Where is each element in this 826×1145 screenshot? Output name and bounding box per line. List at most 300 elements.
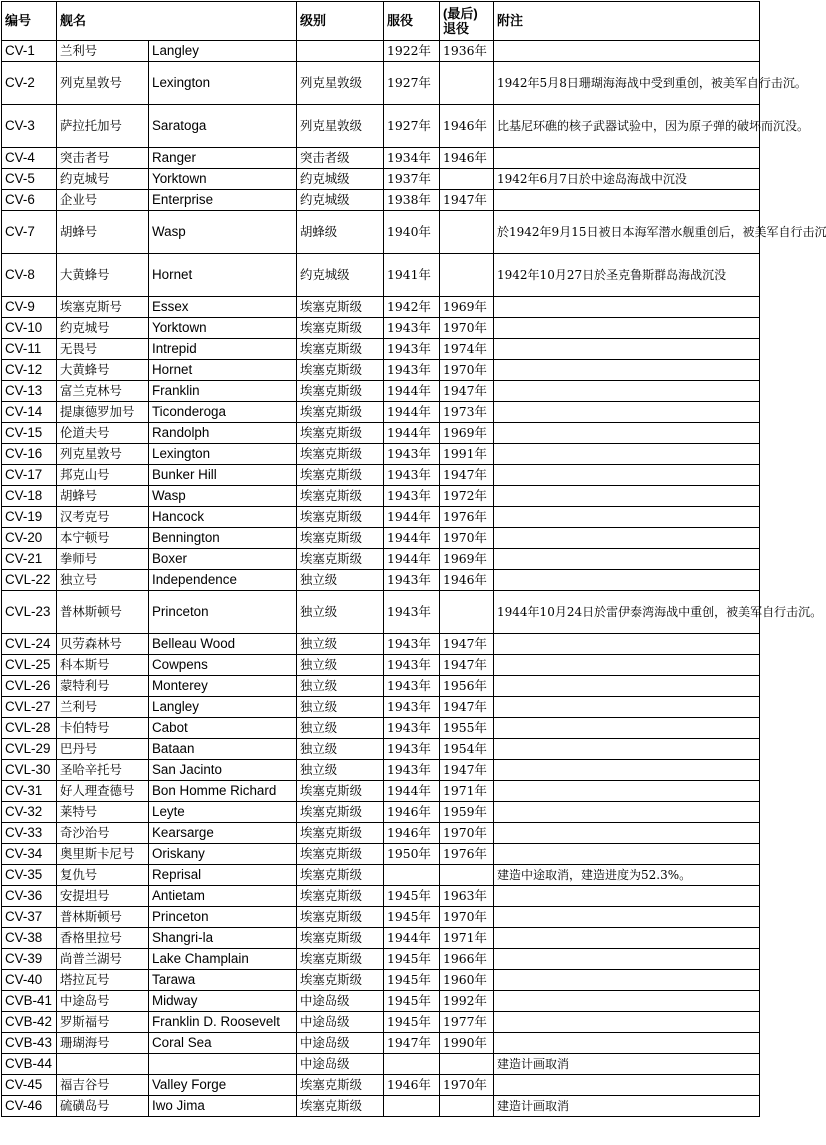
name-chinese: 无畏号 <box>57 339 149 360</box>
name-chinese: 列克星敦号 <box>57 444 149 465</box>
retired-year: 1973年 <box>440 402 494 423</box>
ship-class: 独立级 <box>297 718 384 739</box>
name-chinese: 提康德罗加号 <box>57 402 149 423</box>
commissioned-year: 1943年 <box>384 570 440 591</box>
name-english: Ranger <box>149 148 297 169</box>
remarks: 於1942年9月15日被日本海军潜水舰重创后，被美军自行击沉 <box>494 211 760 254</box>
name-english: Essex <box>149 297 297 318</box>
ship-class: 埃塞克斯级 <box>297 1075 384 1096</box>
remarks: 建造计画取消 <box>494 1054 760 1075</box>
name-chinese: 复仇号 <box>57 865 149 886</box>
remarks: 1942年6月7日於中途岛海战中沉没 <box>494 169 760 190</box>
name-english: Iwo Jima <box>149 1096 297 1117</box>
commissioned-year: 1945年 <box>384 970 440 991</box>
table-row <box>2 444 760 465</box>
table-row <box>2 676 760 697</box>
name-english: Antietam <box>149 886 297 907</box>
name-chinese: 兰利号 <box>57 697 149 718</box>
commissioned-year: 1943年 <box>384 339 440 360</box>
commissioned-year: 1943年 <box>384 760 440 781</box>
table-row <box>2 211 760 254</box>
retired-year: 1972年 <box>440 486 494 507</box>
commissioned-year <box>384 865 440 886</box>
retired-year: 1970年 <box>440 528 494 549</box>
commissioned-year: 1944年 <box>384 528 440 549</box>
table-row <box>2 907 760 928</box>
retired-year: 1947年 <box>440 655 494 676</box>
retired-year: 1946年 <box>440 148 494 169</box>
name-english: Shangri-la <box>149 928 297 949</box>
hull-number: CV-36 <box>2 886 57 907</box>
name-chinese: 奇沙治号 <box>57 823 149 844</box>
table-row <box>2 190 760 211</box>
ship-class: 埃塞克斯级 <box>297 865 384 886</box>
retired-year: 1963年 <box>440 886 494 907</box>
retired-year: 1992年 <box>440 991 494 1012</box>
ship-class: 埃塞克斯级 <box>297 507 384 528</box>
commissioned-year <box>384 1096 440 1117</box>
table-row <box>2 760 760 781</box>
ship-class: 埃塞克斯级 <box>297 465 384 486</box>
hull-number: CV-5 <box>2 169 57 190</box>
remarks <box>494 949 760 970</box>
name-chinese: 普林斯顿号 <box>57 907 149 928</box>
table-row <box>2 655 760 676</box>
retired-year: 1970年 <box>440 318 494 339</box>
name-chinese: 大黄蜂号 <box>57 254 149 297</box>
hull-number: CVL-28 <box>2 718 57 739</box>
remarks <box>494 465 760 486</box>
retired-year: 1936年 <box>440 41 494 62</box>
name-chinese: 福吉谷号 <box>57 1075 149 1096</box>
name-chinese: 约克城号 <box>57 169 149 190</box>
name-english: Franklin <box>149 381 297 402</box>
commissioned-year: 1944年 <box>384 423 440 444</box>
retired-year: 1946年 <box>440 105 494 148</box>
ship-class: 中途岛级 <box>297 991 384 1012</box>
table-row <box>2 254 760 297</box>
name-english: Saratoga <box>149 105 297 148</box>
name-english: Independence <box>149 570 297 591</box>
remarks <box>494 360 760 381</box>
ship-class: 埃塞克斯级 <box>297 318 384 339</box>
retired-year: 1977年 <box>440 1012 494 1033</box>
retired-year: 1970年 <box>440 823 494 844</box>
hull-number: CV-10 <box>2 318 57 339</box>
commissioned-year: 1943年 <box>384 697 440 718</box>
name-chinese: 汉考克号 <box>57 507 149 528</box>
hull-number: CV-21 <box>2 549 57 570</box>
remarks: 1942年10月27日於圣克鲁斯群岛海战沉没 <box>494 254 760 297</box>
name-chinese: 列克星敦号 <box>57 62 149 105</box>
ship-class: 埃塞克斯级 <box>297 823 384 844</box>
ship-class: 中途岛级 <box>297 1054 384 1075</box>
name-english: Cabot <box>149 718 297 739</box>
commissioned-year: 1944年 <box>384 549 440 570</box>
ship-class: 埃塞克斯级 <box>297 802 384 823</box>
retired-year: 1990年 <box>440 1033 494 1054</box>
hull-number: CV-19 <box>2 507 57 528</box>
hull-number: CV-9 <box>2 297 57 318</box>
ship-class: 约克城级 <box>297 190 384 211</box>
hull-number: CVL-23 <box>2 591 57 634</box>
hull-number: CVL-30 <box>2 760 57 781</box>
name-chinese: 独立号 <box>57 570 149 591</box>
name-english: Bataan <box>149 739 297 760</box>
remarks <box>494 718 760 739</box>
name-chinese: 富兰克林号 <box>57 381 149 402</box>
remarks: 1944年10月24日於雷伊泰湾海战中重创，被美军自行击沉。 <box>494 591 760 634</box>
name-chinese: 伦道夫号 <box>57 423 149 444</box>
retired-year: 1969年 <box>440 423 494 444</box>
hull-number: CV-32 <box>2 802 57 823</box>
header-notes: 附注 <box>494 2 760 41</box>
ship-class: 埃塞克斯级 <box>297 360 384 381</box>
retired-year: 1976年 <box>440 844 494 865</box>
name-chinese: 拳师号 <box>57 549 149 570</box>
name-chinese <box>57 1054 149 1075</box>
hull-number: CV-37 <box>2 907 57 928</box>
name-chinese: 中途岛号 <box>57 991 149 1012</box>
remarks <box>494 402 760 423</box>
commissioned-year: 1945年 <box>384 907 440 928</box>
commissioned-year: 1941年 <box>384 254 440 297</box>
remarks <box>494 570 760 591</box>
table-row <box>2 823 760 844</box>
header-retired-bottom: 退役 <box>443 21 470 36</box>
name-chinese: 安提坦号 <box>57 886 149 907</box>
ship-class: 埃塞克斯级 <box>297 1096 384 1117</box>
remarks <box>494 318 760 339</box>
commissioned-year: 1938年 <box>384 190 440 211</box>
retired-year: 1970年 <box>440 360 494 381</box>
name-english: Midway <box>149 991 297 1012</box>
name-chinese: 好人理查德号 <box>57 781 149 802</box>
ship-class: 埃塞克斯级 <box>297 844 384 865</box>
table-row <box>2 1096 760 1117</box>
remarks <box>494 991 760 1012</box>
hull-number: CVB-41 <box>2 991 57 1012</box>
table-body <box>2 41 826 1117</box>
remarks <box>494 339 760 360</box>
remarks <box>494 781 760 802</box>
table-row <box>2 865 760 886</box>
commissioned-year: 1946年 <box>384 823 440 844</box>
table-row <box>2 634 760 655</box>
ship-class: 独立级 <box>297 634 384 655</box>
remarks <box>494 655 760 676</box>
hull-number: CVL-24 <box>2 634 57 655</box>
name-chinese: 突击者号 <box>57 148 149 169</box>
commissioned-year: 1922年 <box>384 41 440 62</box>
table-row <box>2 591 760 634</box>
name-chinese: 尚普兰湖号 <box>57 949 149 970</box>
ship-class: 埃塞克斯级 <box>297 381 384 402</box>
name-chinese: 本宁顿号 <box>57 528 149 549</box>
remarks <box>494 1033 760 1054</box>
remarks <box>494 528 760 549</box>
name-chinese: 胡蜂号 <box>57 211 149 254</box>
name-english: Franklin D. Roosevelt <box>149 1012 297 1033</box>
hull-number: CV-39 <box>2 949 57 970</box>
commissioned-year: 1927年 <box>384 62 440 105</box>
name-english: Coral Sea <box>149 1033 297 1054</box>
name-english: Bon Homme Richard <box>149 781 297 802</box>
remarks <box>494 886 760 907</box>
commissioned-year: 1927年 <box>384 105 440 148</box>
hull-number: CV-13 <box>2 381 57 402</box>
hull-number: CV-14 <box>2 402 57 423</box>
hull-number: CV-31 <box>2 781 57 802</box>
ship-class: 埃塞克斯级 <box>297 970 384 991</box>
remarks <box>494 381 760 402</box>
table-row <box>2 549 760 570</box>
commissioned-year: 1934年 <box>384 148 440 169</box>
ship-class: 胡蜂级 <box>297 211 384 254</box>
remarks <box>494 1012 760 1033</box>
table-row <box>2 718 760 739</box>
retired-year: 1971年 <box>440 781 494 802</box>
commissioned-year: 1945年 <box>384 886 440 907</box>
remarks <box>494 907 760 928</box>
commissioned-year: 1943年 <box>384 360 440 381</box>
remarks <box>494 486 760 507</box>
ship-class: 埃塞克斯级 <box>297 339 384 360</box>
hull-number: CV-17 <box>2 465 57 486</box>
name-english: Bennington <box>149 528 297 549</box>
commissioned-year: 1943年 <box>384 444 440 465</box>
hull-number: CV-7 <box>2 211 57 254</box>
table-row <box>2 360 760 381</box>
retired-year: 1970年 <box>440 1075 494 1096</box>
hull-number: CV-6 <box>2 190 57 211</box>
table-row <box>2 486 760 507</box>
ship-class: 独立级 <box>297 655 384 676</box>
name-english: Yorktown <box>149 318 297 339</box>
retired-year <box>440 591 494 634</box>
table-row <box>2 570 760 591</box>
commissioned-year: 1946年 <box>384 1075 440 1096</box>
retired-year: 1971年 <box>440 928 494 949</box>
table-row <box>2 844 760 865</box>
ship-class <box>297 41 384 62</box>
table-row <box>2 381 760 402</box>
name-english: Lexington <box>149 62 297 105</box>
retired-year: 1970年 <box>440 907 494 928</box>
hull-number: CV-38 <box>2 928 57 949</box>
retired-year: 1947年 <box>440 465 494 486</box>
commissioned-year: 1945年 <box>384 991 440 1012</box>
name-english: Belleau Wood <box>149 634 297 655</box>
name-chinese: 香格里拉号 <box>57 928 149 949</box>
remarks <box>494 634 760 655</box>
ship-class: 突击者级 <box>297 148 384 169</box>
remarks: 比基尼环礁的核子武器试验中，因为原子弹的破坏而沉没。 <box>494 105 760 148</box>
ship-class: 独立级 <box>297 739 384 760</box>
retired-year: 1946年 <box>440 570 494 591</box>
hull-number: CV-12 <box>2 360 57 381</box>
commissioned-year: 1942年 <box>384 297 440 318</box>
name-english: Boxer <box>149 549 297 570</box>
name-english: Randolph <box>149 423 297 444</box>
ship-class: 埃塞克斯级 <box>297 549 384 570</box>
commissioned-year: 1940年 <box>384 211 440 254</box>
hull-number: CV-8 <box>2 254 57 297</box>
name-chinese: 企业号 <box>57 190 149 211</box>
retired-year: 1947年 <box>440 697 494 718</box>
remarks <box>494 297 760 318</box>
ship-class: 埃塞克斯级 <box>297 486 384 507</box>
ship-class: 埃塞克斯级 <box>297 402 384 423</box>
name-english: Kearsarge <box>149 823 297 844</box>
remarks <box>494 148 760 169</box>
name-english: Valley Forge <box>149 1075 297 1096</box>
ship-class: 独立级 <box>297 676 384 697</box>
hull-number: CVL-26 <box>2 676 57 697</box>
ship-class: 埃塞克斯级 <box>297 907 384 928</box>
retired-year: 1954年 <box>440 739 494 760</box>
hull-number: CV-4 <box>2 148 57 169</box>
table-row <box>2 339 760 360</box>
ship-class: 独立级 <box>297 570 384 591</box>
hull-number: CV-35 <box>2 865 57 886</box>
hull-number: CV-11 <box>2 339 57 360</box>
name-chinese: 卡伯特号 <box>57 718 149 739</box>
remarks <box>494 1075 760 1096</box>
name-english: Leyte <box>149 802 297 823</box>
name-chinese: 巴丹号 <box>57 739 149 760</box>
table-row <box>2 1075 760 1096</box>
remarks <box>494 41 760 62</box>
remarks <box>494 970 760 991</box>
table-row <box>2 1012 760 1033</box>
hull-number: CV-33 <box>2 823 57 844</box>
retired-year: 1947年 <box>440 381 494 402</box>
retired-year <box>440 865 494 886</box>
remarks: 建造计画取消 <box>494 1096 760 1117</box>
table-row <box>2 297 760 318</box>
commissioned-year: 1945年 <box>384 1012 440 1033</box>
hull-number: CV-46 <box>2 1096 57 1117</box>
hull-number: CVL-29 <box>2 739 57 760</box>
hull-number: CV-34 <box>2 844 57 865</box>
name-chinese: 约克城号 <box>57 318 149 339</box>
commissioned-year: 1943年 <box>384 739 440 760</box>
name-chinese: 蒙特利号 <box>57 676 149 697</box>
name-english: Bunker Hill <box>149 465 297 486</box>
remarks <box>494 739 760 760</box>
commissioned-year: 1944年 <box>384 781 440 802</box>
name-chinese: 埃塞克斯号 <box>57 297 149 318</box>
name-english: Intrepid <box>149 339 297 360</box>
name-english: Wasp <box>149 486 297 507</box>
name-chinese: 邦克山号 <box>57 465 149 486</box>
remarks <box>494 928 760 949</box>
name-english: Monterey <box>149 676 297 697</box>
name-english: Langley <box>149 41 297 62</box>
commissioned-year: 1943年 <box>384 318 440 339</box>
ship-class: 约克城级 <box>297 169 384 190</box>
table-row <box>2 886 760 907</box>
commissioned-year: 1943年 <box>384 718 440 739</box>
retired-year <box>440 211 494 254</box>
name-chinese: 圣哈辛托号 <box>57 760 149 781</box>
ship-class: 埃塞克斯级 <box>297 297 384 318</box>
commissioned-year: 1943年 <box>384 655 440 676</box>
hull-number: CV-40 <box>2 970 57 991</box>
retired-year: 1969年 <box>440 297 494 318</box>
name-chinese: 普林斯顿号 <box>57 591 149 634</box>
name-chinese: 萨拉托加号 <box>57 105 149 148</box>
retired-year: 1960年 <box>440 970 494 991</box>
remarks: 建造中途取消，建造进度为52.3%。 <box>494 865 760 886</box>
ship-class: 埃塞克斯级 <box>297 928 384 949</box>
name-chinese: 罗斯福号 <box>57 1012 149 1033</box>
name-english: Ticonderoga <box>149 402 297 423</box>
table-row <box>2 402 760 423</box>
hull-number: CV-3 <box>2 105 57 148</box>
commissioned-year <box>384 1054 440 1075</box>
table-row <box>2 148 760 169</box>
table-row <box>2 465 760 486</box>
commissioned-year: 1950年 <box>384 844 440 865</box>
name-chinese: 大黄蜂号 <box>57 360 149 381</box>
name-chinese: 硫磺岛号 <box>57 1096 149 1117</box>
name-english <box>149 1054 297 1075</box>
retired-year: 1956年 <box>440 676 494 697</box>
name-english: Princeton <box>149 907 297 928</box>
retired-year <box>440 1096 494 1117</box>
table-row <box>2 169 760 190</box>
hull-number: CV-16 <box>2 444 57 465</box>
commissioned-year: 1943年 <box>384 465 440 486</box>
name-english: Lexington <box>149 444 297 465</box>
table-row <box>2 697 760 718</box>
commissioned-year: 1943年 <box>384 591 440 634</box>
name-english: Cowpens <box>149 655 297 676</box>
retired-year: 1991年 <box>440 444 494 465</box>
hull-number: CVL-27 <box>2 697 57 718</box>
carrier-table <box>1 1 826 1117</box>
retired-year: 1955年 <box>440 718 494 739</box>
name-chinese: 莱特号 <box>57 802 149 823</box>
name-chinese: 珊瑚海号 <box>57 1033 149 1054</box>
ship-class: 埃塞克斯级 <box>297 886 384 907</box>
retired-year: 1974年 <box>440 339 494 360</box>
name-chinese: 贝劳森林号 <box>57 634 149 655</box>
table-row <box>2 802 760 823</box>
ship-class: 列克星敦级 <box>297 62 384 105</box>
hull-number: CV-2 <box>2 62 57 105</box>
remarks <box>494 444 760 465</box>
ship-class: 列克星敦级 <box>297 105 384 148</box>
hull-number: CVB-44 <box>2 1054 57 1075</box>
name-english: San Jacinto <box>149 760 297 781</box>
commissioned-year: 1944年 <box>384 507 440 528</box>
ship-class: 埃塞克斯级 <box>297 781 384 802</box>
table-row <box>2 739 760 760</box>
table-row <box>2 991 760 1012</box>
header-retired-top: (最后) <box>443 6 478 21</box>
header-name: 舰名 <box>57 2 297 41</box>
ship-class: 独立级 <box>297 591 384 634</box>
table-row <box>2 105 760 148</box>
name-chinese: 科本斯号 <box>57 655 149 676</box>
remarks <box>494 823 760 844</box>
header-row <box>2 2 760 41</box>
table-row <box>2 318 760 339</box>
remarks <box>494 844 760 865</box>
